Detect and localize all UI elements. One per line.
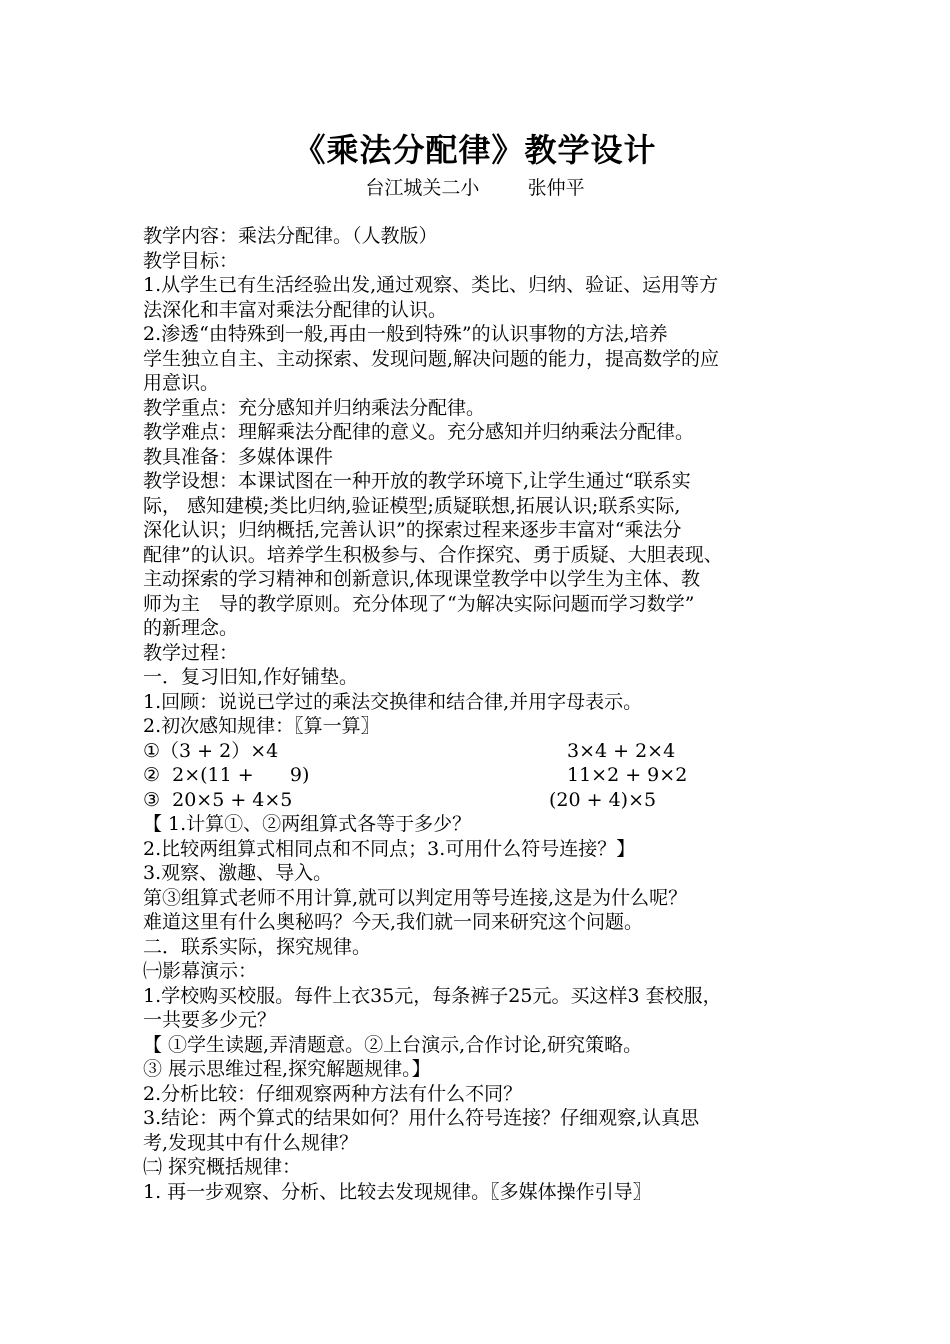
- text-line: 一共要多少元？: [143, 1009, 277, 1031]
- author-line: 台江城关二小 张仲平: [365, 177, 585, 199]
- calc-row: [143, 763, 808, 788]
- text-line: 1. 再一步观察、分析、比较去发现规律。〖多媒体操作引导〗: [143, 1180, 652, 1203]
- text-line: 2.比较两组算式相同点和不同点；3.可用什么符号连接？】: [143, 837, 636, 860]
- calc-right: 3×4 + 2×4: [567, 739, 676, 762]
- text-line: 【 ①学生读题,弄清题意。②上台演示,合作讨论,研究策略。: [143, 1033, 643, 1056]
- text-line: 法深化和丰富对乘法分配律的认识。: [143, 298, 448, 321]
- calc-left: ①（3 + 2）×4: [143, 739, 279, 762]
- text-line: 一．复习旧知,作好铺垫。: [143, 666, 359, 688]
- section-heading: 二．联系实际，探究规律。: [143, 935, 372, 958]
- text-line: 【 1.计算①、②两组算式各等于多少？: [143, 813, 472, 835]
- text-line: 教学重点：充分感知并归纳乘法分配律。: [143, 396, 486, 419]
- text-line: 难道这里有什么奥秘吗？今天,我们就一同来研究这个问题。: [143, 911, 644, 933]
- calc-row: [143, 739, 808, 764]
- calc-right: 11×2 + 9×2: [567, 764, 688, 786]
- text-line: 2.分析比较：仔细观察两种方法有什么不同？: [143, 1082, 523, 1105]
- text-line: 配律”的认识。培养学生积极参与、合作探究、勇于质疑、大胆表现、: [143, 543, 723, 566]
- text-line: 用意识。: [143, 372, 220, 394]
- text-line: 主动探索的学习精神和创新意识,体现课堂教学中以学生为主体、教: [143, 568, 701, 590]
- text-line: 师为主 导的教学原则。充分体现了“为解决实际问题而学习数学”: [143, 592, 695, 615]
- text-line: 深化认识；归纳概括,完善认识”的探索过程来逐步丰富对“乘法分: [143, 519, 682, 541]
- calc-row: [143, 788, 808, 813]
- text-line: 际， 感知建模;类比归纳,验证模型;质疑联想,拓展认识;联系实际,: [143, 494, 681, 517]
- text-line: 1.学校购买校服。每件上衣35元，每条裤子25元。买这样3 套校服，: [143, 984, 722, 1007]
- calc-right: (20 + 4)×5: [549, 788, 657, 811]
- text-line: 教学目标：: [143, 249, 239, 272]
- text-line: 2.渗透“由特殊到一般,再由一般到特殊”的认识事物的方法,培养: [143, 323, 668, 345]
- text-line: 2.初次感知规律：〖算一算〗: [143, 715, 380, 737]
- text-line: 1.回顾：说说已学过的乘法交换律和结合律,并用字母表示。: [143, 690, 643, 713]
- text-line: 教学过程：: [143, 641, 239, 664]
- text-line: 考,发现其中有什么规律？: [143, 1131, 359, 1154]
- text-line: 教具准备：多媒体课件: [143, 445, 334, 468]
- document-body: [143, 224, 808, 1204]
- text-line: 1.从学生已有生活经验出发,通过观察、类比、归纳、验证、运用等方: [143, 274, 719, 296]
- text-line: 3.结论：两个算式的结果如何？用什么符号连接？仔细观察,认真思: [143, 1107, 700, 1129]
- text-line: 教学设想：本课试图在一种开放的教学环境下,让学生通过“联系实: [143, 470, 691, 492]
- text-line: 学生独立自主、主动探索、发现问题,解决问题的能力，提高数学的应: [143, 347, 720, 370]
- text-line: ③ 展示思维过程,探究解题规律。】: [143, 1058, 431, 1080]
- text-line: 3.观察、激趣、导入。: [143, 862, 333, 884]
- text-line: 第③组算式老师不用计算,就可以判定用等号连接,这是为什么呢？: [143, 886, 688, 909]
- text-line: ㈠影幕演示：: [143, 960, 258, 982]
- calc-left: ② 2×(11 + 9): [143, 764, 310, 786]
- text-line: 教学难点：理解乘法分配律的意义。充分感知并归纳乘法分配律。: [143, 421, 695, 443]
- text-line: 的新理念。: [143, 617, 239, 639]
- text-line: 教学内容：乘法分配律。（人教版）: [143, 225, 438, 247]
- text-line: ㈡ 探究概括规律：: [143, 1156, 302, 1178]
- calc-left: ③ 20×5 + 4×5: [143, 788, 293, 811]
- document-title: 《乘法分配律》教学设计: [293, 131, 657, 169]
